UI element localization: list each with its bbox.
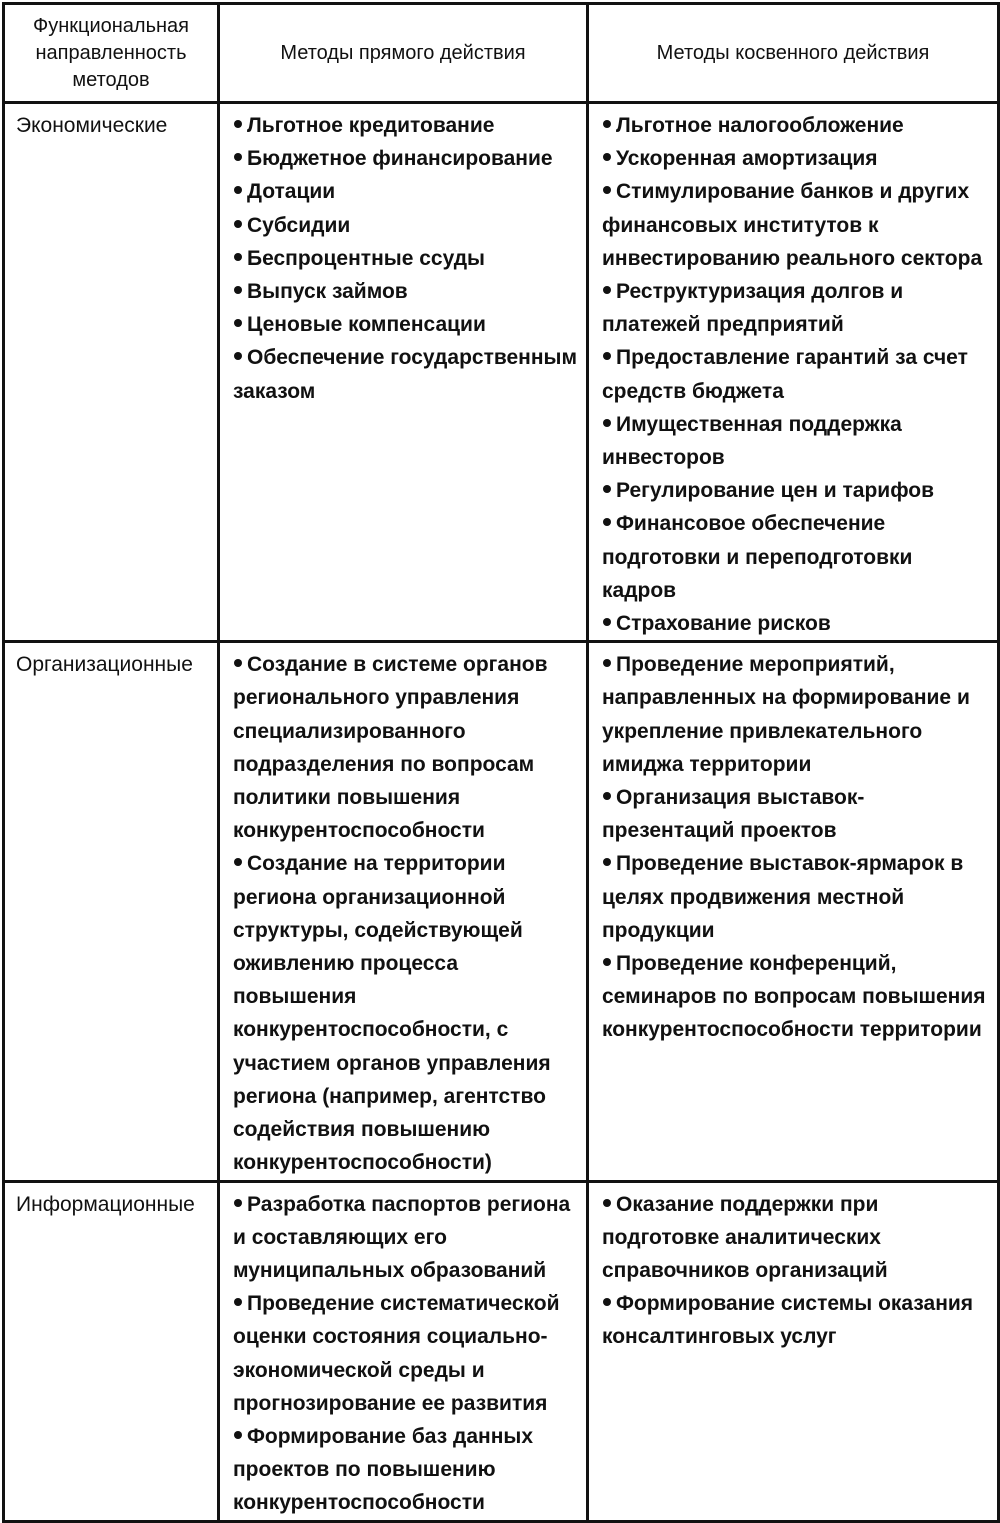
list-item: Регулирование цен и тарифов <box>602 474 989 507</box>
bullet-icon <box>234 1298 242 1306</box>
list-item: Реструктуризация долгов и платежей предприятий <box>602 280 904 337</box>
bullet-icon <box>234 659 242 667</box>
organizational-direct-methods <box>219 642 588 1181</box>
bullet-icon <box>603 1199 611 1207</box>
header-row <box>4 4 999 103</box>
bullet-icon <box>603 618 611 626</box>
row-label-informational: Информационные <box>4 1181 219 1521</box>
bullet-icon <box>603 518 611 526</box>
list-item: Проведение мероприятий, направленных на формирование и укрепление привлекательного имиджа территории <box>602 653 970 776</box>
bullet-icon <box>234 1199 242 1207</box>
list-item: Проведение конференций, семинаров по вопросам повышения конкурентоспособности территории <box>602 952 986 1042</box>
bullet-icon <box>603 352 611 360</box>
bullet-icon <box>603 958 611 966</box>
bullet-icon <box>234 153 242 161</box>
organizational-indirect-methods <box>588 642 999 1181</box>
row-label-economic: Экономические <box>4 103 219 642</box>
list-item: Выпуск займов <box>233 275 578 308</box>
bullet-icon <box>234 1431 242 1439</box>
list-item: Имущественная поддержка инвесторов <box>602 412 902 470</box>
informational-indirect-methods <box>588 1181 999 1521</box>
list-item: Льготное кредитование <box>233 109 578 142</box>
list-item: Проведение систематической оценки состояния социально-экономической среды и прогнозирование ее развития <box>233 1292 560 1415</box>
bullet-icon <box>603 186 611 194</box>
list-item: Разработка паспортов региона и составляющих его муниципальных образований <box>233 1192 571 1282</box>
bullet-icon <box>234 858 242 866</box>
bullet-icon <box>603 120 611 128</box>
list-item: Предоставление гарантий за счет средств бюджета <box>602 346 968 403</box>
bullet-icon <box>234 319 242 327</box>
table-row-economic <box>4 103 999 642</box>
list-item: Льготное налогообложение <box>602 109 989 142</box>
list-item: Создание в системе органов регионального управления специализированного подразделения по вопросам политики повышения конкурентоспособности <box>233 653 548 843</box>
bullet-icon <box>603 792 611 800</box>
header-indirect-methods: Методы косвенного действия <box>588 4 999 103</box>
bullet-icon <box>603 659 611 667</box>
bullet-icon <box>603 419 611 427</box>
row-label-organizational: Организационные <box>4 642 219 1181</box>
table-row-informational <box>4 1181 999 1521</box>
list-item: Проведение выставок-ярмарок в целях продвижения местной продукции <box>602 852 964 942</box>
list-item: Формирование системы оказания консалтинговых услуг <box>602 1292 974 1349</box>
list-item: Оказание поддержки при подготовке аналитических справочников организаций <box>602 1192 888 1282</box>
bullet-icon <box>234 220 242 228</box>
table-row-organizational <box>4 642 999 1181</box>
list-item: Создание на территории региона организационной структуры, содействующей оживлению процесса повышения конкурентоспособности, с участием органов управления региона (например, агентство содействия повышению конкурентоспособности) <box>233 852 551 1175</box>
list-item: Беспроцентные ссуды <box>233 242 578 275</box>
bullet-icon <box>234 253 242 261</box>
bullet-icon <box>603 485 611 493</box>
list-item: Субсидии <box>233 209 578 242</box>
bullet-icon <box>603 1298 611 1306</box>
list-item: Формирование баз данных проектов по повышению конкурентоспособности <box>233 1424 533 1515</box>
bullet-icon <box>234 286 242 294</box>
list-item: Ценовые компенсации <box>233 308 578 341</box>
bullet-icon <box>234 352 242 360</box>
bullet-icon <box>234 186 242 194</box>
list-item: Организация выставок-презентаций проектов <box>602 786 865 843</box>
bullet-icon <box>234 120 242 128</box>
list-item: Обеспечение государственным заказом <box>233 346 578 403</box>
header-functional: Функциональная направленность методов <box>4 4 219 103</box>
list-item: Финансовое обеспечение подготовки и переподготовки кадров <box>602 512 913 602</box>
economic-indirect-methods <box>588 103 999 642</box>
bullet-icon <box>603 153 611 161</box>
methods-table <box>2 2 1000 1523</box>
list-item: Стимулирование банков и других финансовых институтов к инвестированию реального сектора <box>602 180 983 270</box>
bullet-icon <box>603 286 611 294</box>
list-item: Страхование рисков <box>602 607 989 640</box>
list-item: Ускоренная амортизация <box>602 142 989 175</box>
economic-direct-methods <box>219 103 588 642</box>
list-item: Бюджетное финансирование <box>233 142 578 175</box>
header-direct-methods: Методы прямого действия <box>219 4 588 103</box>
list-item: Дотации <box>233 175 578 208</box>
informational-direct-methods <box>219 1181 588 1521</box>
bullet-icon <box>603 858 611 866</box>
